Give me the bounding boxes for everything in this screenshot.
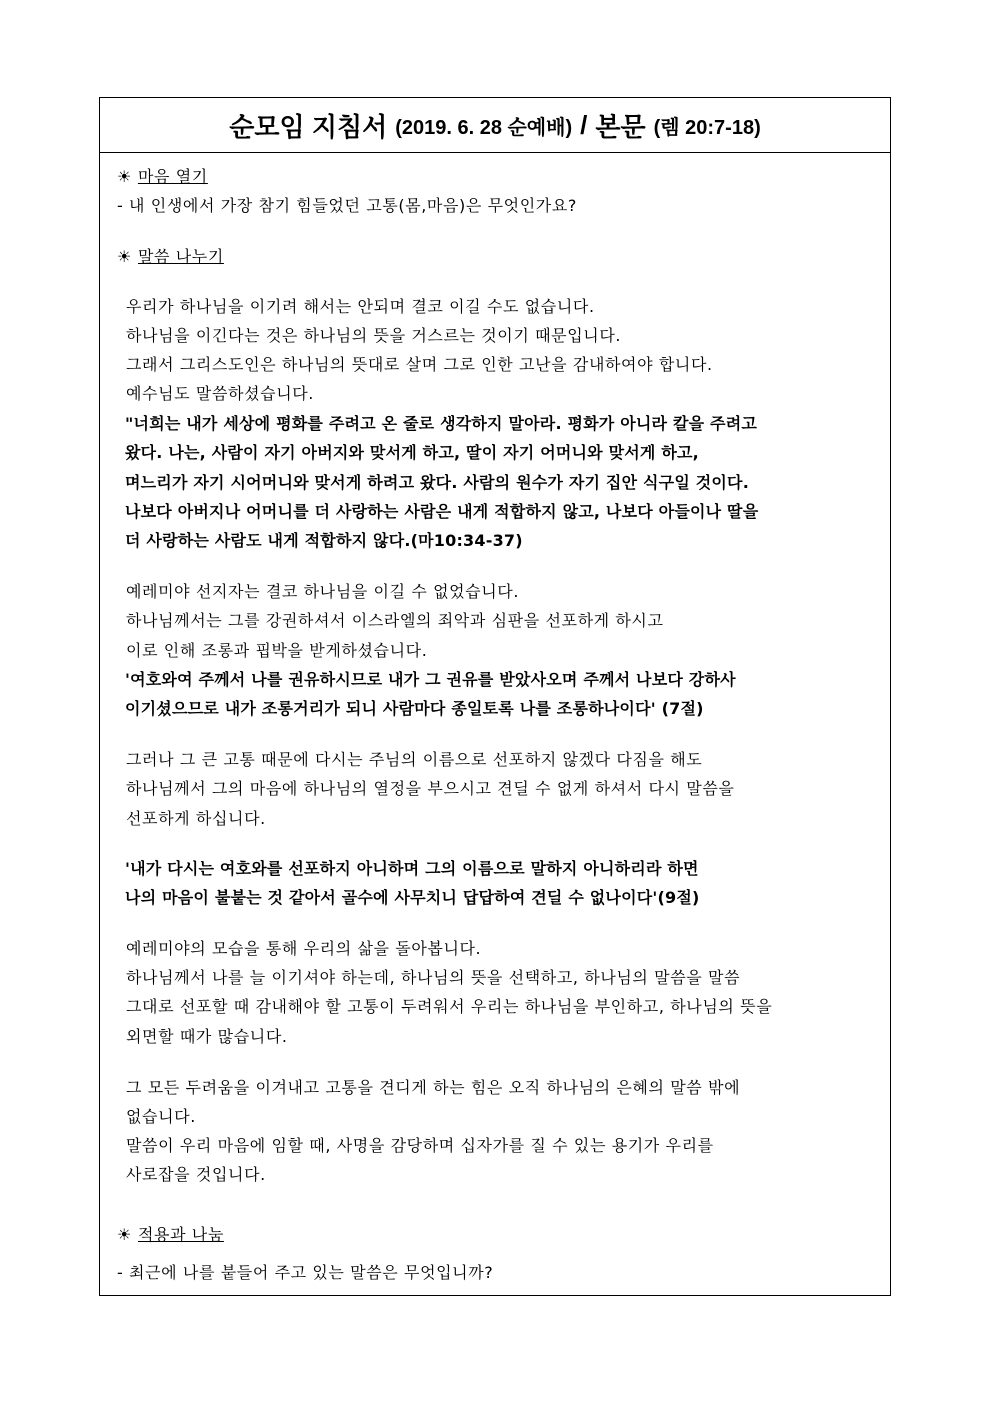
- quote-line: '내가 다시는 여호와를 선포하지 아니하며 그의 이름으로 말하지 아니하리라 하면: [125, 859, 699, 878]
- quote-line: 더 사랑하는 사람도 내게 적합하지 않다.(마10:34-37): [125, 531, 523, 550]
- sun-icon: ☀: [117, 1225, 132, 1244]
- paragraph-line: 예레미야의 모습을 통해 우리의 삶을 돌아봅니다.: [126, 939, 482, 958]
- paragraph-line: 우리가 하나님을 이기려 해서는 안되며 결코 이길 수도 없습니다.: [126, 297, 595, 316]
- paragraph-line: 외면할 때가 많습니다.: [126, 1027, 288, 1046]
- paragraph-line: 그대로 선포할 때 감내해야 할 고통이 두려워서 우리는 하나님을 부인하고, 하나님의 뜻을: [126, 997, 773, 1016]
- paragraph-line: 선포하게 하십니다.: [126, 809, 266, 828]
- paragraph-line: 없습니다.: [126, 1107, 196, 1126]
- sun-icon: ☀: [117, 247, 132, 266]
- paragraph-line: 이로 인해 조롱과 핍박을 받게하셨습니다.: [126, 641, 428, 660]
- paragraph-line: 예수님도 말씀하셨습니다.: [126, 384, 314, 403]
- paragraph-line: 말씀이 우리 마음에 임할 때, 사명을 감당하며 십자가를 질 수 있는 용기가 우리를: [126, 1136, 714, 1155]
- paragraph-line: 그 모든 두려움을 이겨내고 고통을 견디게 하는 힘은 오직 하나님의 은혜의 말씀 밖에: [126, 1078, 741, 1097]
- title-text-label: 본문: [595, 111, 646, 142]
- paragraph-line: 예레미야 선지자는 결코 하나님을 이길 수 없었습니다.: [126, 582, 520, 601]
- title-date: (2019. 6. 28 순예배): [395, 116, 573, 139]
- paragraph-line: 하나님을 이긴다는 것은 하나님의 뜻을 거스르는 것이기 때문입니다.: [126, 326, 622, 345]
- quote-line: '여호와여 주께서 나를 권유하시므로 내가 그 권유를 받았사오며 주께서 나보다 강하사: [125, 670, 736, 689]
- quote-line: 이기셨으므로 내가 조롱거리가 되니 사람마다 종일토록 나를 조롱하나이다' (7절): [125, 699, 704, 718]
- opening-question: - 내 인생에서 가장 참기 힘들었던 고통(몸,마음)은 무엇인가요?: [117, 196, 577, 215]
- sun-icon: ☀: [117, 167, 132, 186]
- section-heading-sharing: ☀ 말씀 나누기: [117, 247, 224, 266]
- document-frame: [99, 97, 891, 1296]
- paragraph-line: 하나님께서는 그를 강권하셔서 이스라엘의 죄악과 심판을 선포하게 하시고: [126, 611, 664, 630]
- quote-line: 나의 마음이 불붙는 것 같아서 골수에 사무치니 답답하여 견딜 수 없나이다'(9절): [125, 888, 700, 907]
- paragraph-line: 하나님께서 나를 늘 이기셔야 하는데, 하나님의 뜻을 선택하고, 하나님의 말씀을 말씀: [126, 968, 741, 987]
- quote-line: 며느리가 자기 시어머니와 맞서게 하려고 왔다. 사람의 원수가 자기 집안 식구일 것이다.: [125, 473, 749, 492]
- section-heading-opening: ☀ 마음 열기: [117, 167, 208, 186]
- quote-line: 나보다 아버지나 어머니를 더 사랑하는 사람은 내게 적합하지 않고, 나보다 아들이나 딸을: [125, 502, 759, 521]
- title-main: 순모임 지침서: [229, 111, 388, 142]
- section-heading-application: ☀ 적용과 나눔: [117, 1225, 224, 1244]
- paragraph-line: 사로잡을 것입니다.: [126, 1165, 266, 1184]
- title-slash: /: [580, 109, 588, 140]
- quote-line: 왔다. 나는, 사람이 자기 아버지와 맞서게 하고, 딸이 자기 어머니와 맞서게 하고,: [125, 443, 699, 462]
- paragraph-line: 하나님께서 그의 마음에 하나님의 열정을 부으시고 견딜 수 없게 하셔서 다시 말씀을: [126, 779, 735, 798]
- paragraph-line: 그래서 그리스도인은 하나님의 뜻대로 살며 그로 인한 고난을 감내하여야 합니다.: [126, 355, 713, 374]
- quote-line: "너희는 내가 세상에 평화를 주려고 온 줄로 생각하지 말아라. 평화가 아니라 칼을 주려고: [125, 414, 758, 433]
- paragraph-line: 그러나 그 큰 고통 때문에 다시는 주님의 이름으로 선포하지 않겠다 다짐을 해도: [126, 750, 703, 769]
- application-question: - 최근에 나를 붙들어 주고 있는 말씀은 무엇입니까?: [117, 1263, 494, 1282]
- title-bar: [100, 98, 890, 153]
- title-reference: (렘 20:7-18): [653, 116, 761, 139]
